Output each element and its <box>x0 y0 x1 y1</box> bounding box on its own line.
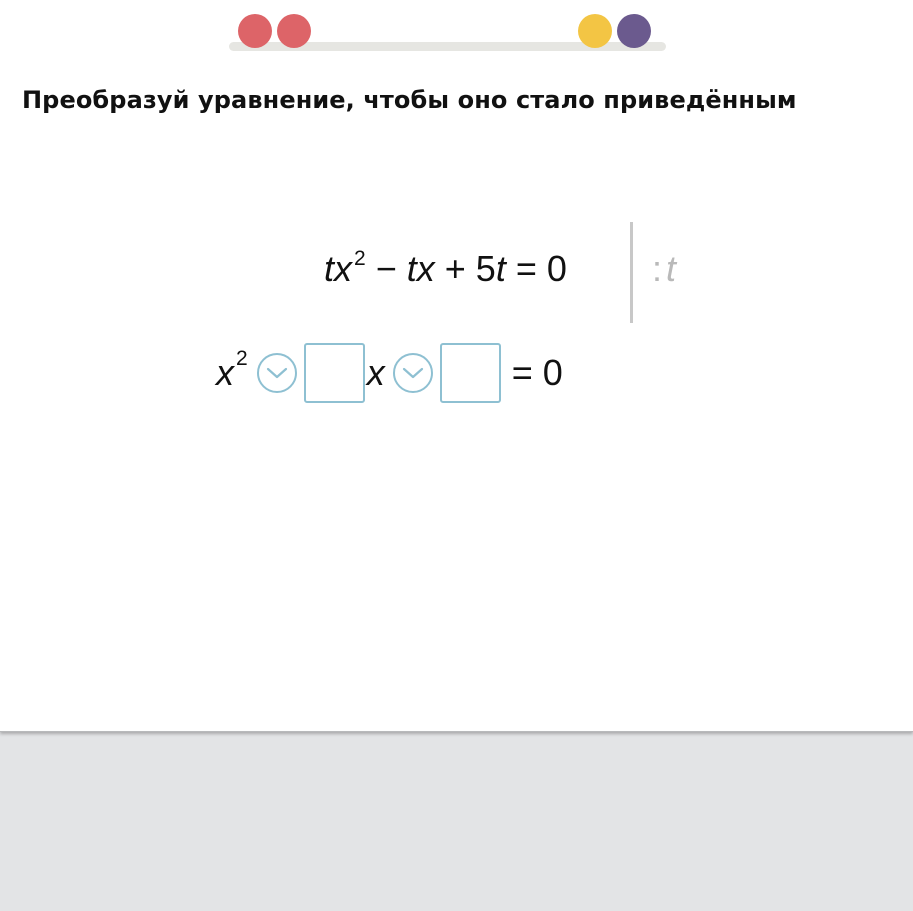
progress-dot-2[interactable] <box>277 14 311 48</box>
ans-exponent: 2 <box>236 347 248 370</box>
eq-minus: − <box>365 248 407 289</box>
sign-dropdown-1[interactable] <box>257 353 297 393</box>
coefficient-input-1[interactable] <box>304 343 365 403</box>
eq-var-x: x <box>334 248 353 289</box>
progress-dot-1[interactable] <box>238 14 272 48</box>
eq-coefficient: 5 <box>475 248 496 289</box>
answer-equation <box>216 342 563 404</box>
ans-var-x: x <box>366 352 385 393</box>
eq-plus: + <box>434 248 476 289</box>
divider-line <box>630 222 633 323</box>
task-title: Преобразуй уравнение, чтобы оно стало приведённым <box>22 86 797 114</box>
coefficient-input-2[interactable] <box>440 343 501 403</box>
progress-dot-4[interactable] <box>617 14 651 48</box>
divide-colon: : <box>652 248 663 289</box>
eq-equals-zero: = 0 <box>505 248 567 289</box>
eq-var-t: t <box>495 248 506 289</box>
sign-dropdown-2[interactable] <box>393 353 433 393</box>
eq-var-t: t <box>324 248 335 289</box>
eq-var-x: x <box>416 248 435 289</box>
ans-equals-zero: = 0 <box>511 352 563 393</box>
ans-var-x: x <box>216 352 234 393</box>
divisor-var: t <box>666 248 677 289</box>
eq-var-t: t <box>406 248 417 289</box>
chevron-down-icon <box>266 366 288 380</box>
progress-dot-3[interactable] <box>578 14 612 48</box>
eq-exponent: 2 <box>354 247 366 270</box>
chevron-down-icon <box>402 366 424 380</box>
given-equation <box>324 247 567 297</box>
divisor-label <box>652 247 676 291</box>
